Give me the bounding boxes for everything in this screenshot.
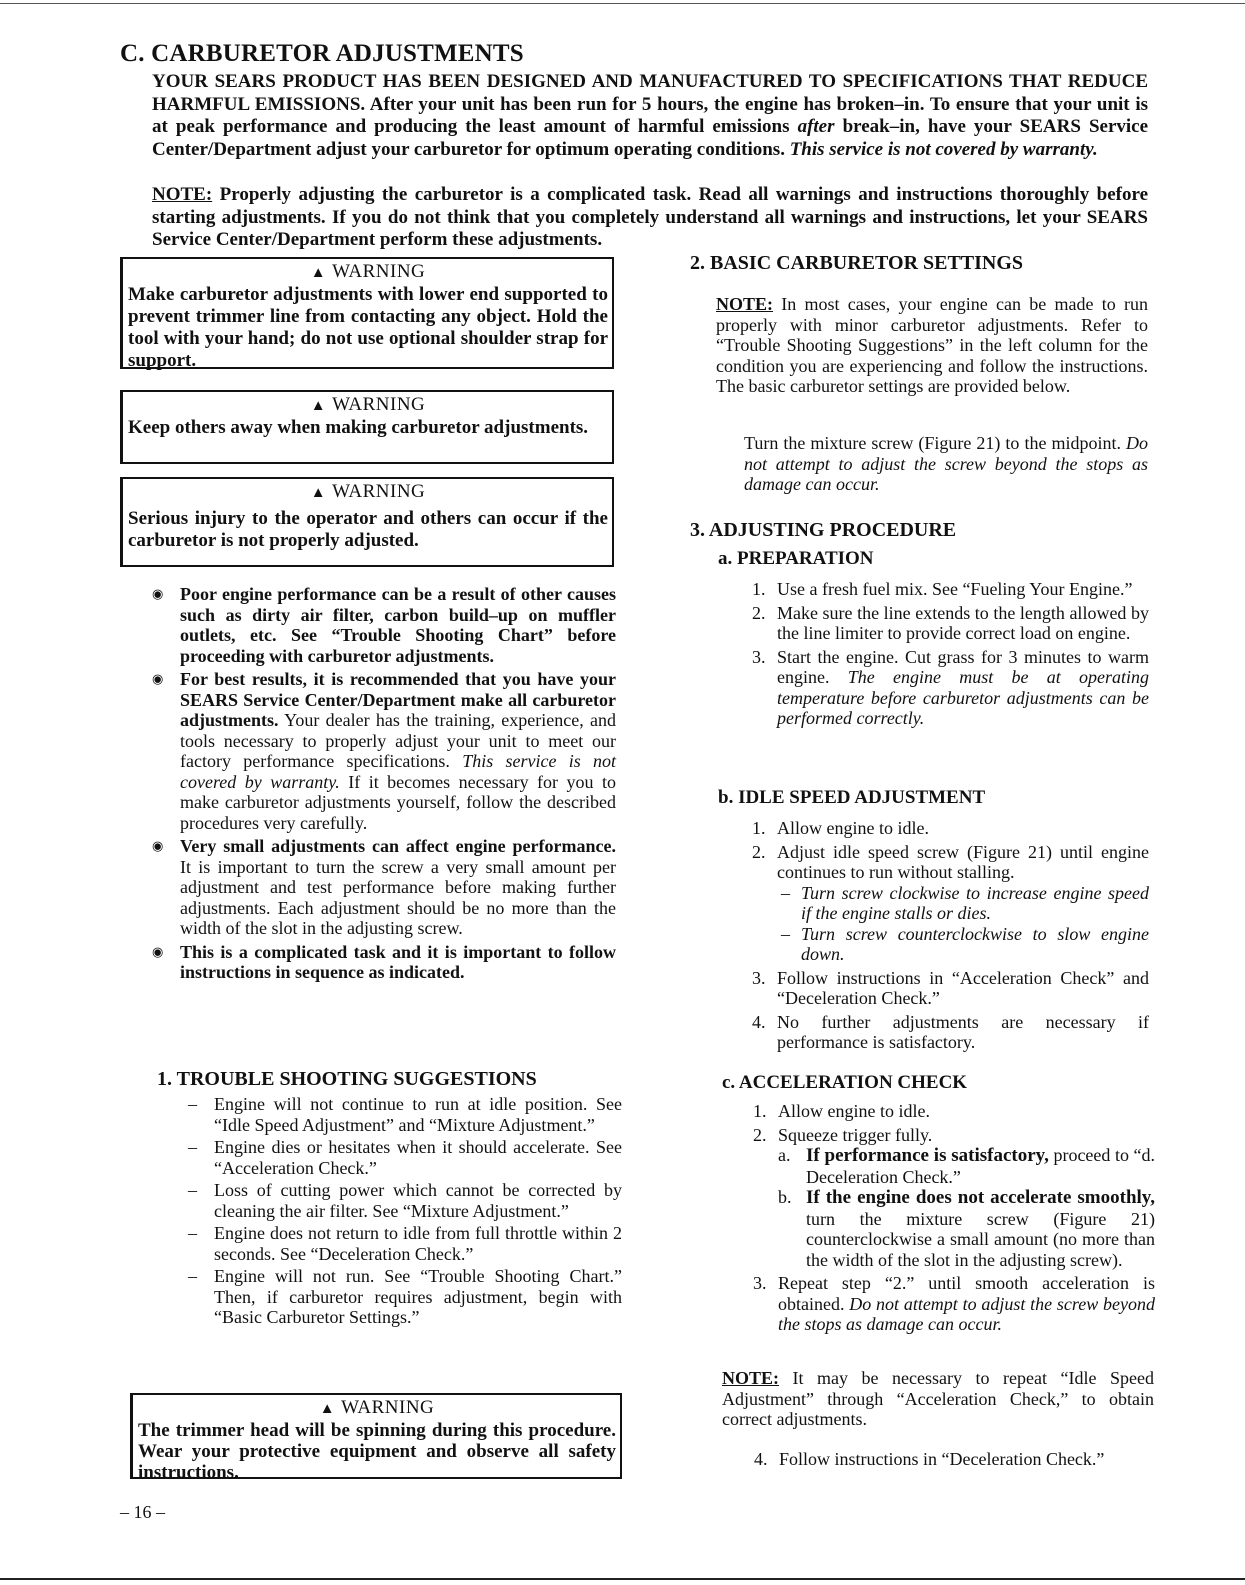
acceleration-step-4 <box>746 1449 1156 1473</box>
warning-text: Make carburetor adjustments with lower end supported to prevent trimmer line from contacting any object. Hold the tool with your hand; do not use optional shoulder strap for support. <box>128 284 608 371</box>
bottom-rule <box>0 1578 1245 1580</box>
bullet-item <box>152 669 616 833</box>
intro-text-cont: break–in, have your SEARS Service Center/Department adjust your carburetor for optimum operating conditions. <box>152 116 1149 160</box>
warning-title: WARNING <box>332 394 426 415</box>
note-label: NOTE: <box>722 1368 780 1388</box>
preparation-list <box>744 579 1149 732</box>
warning-box-3 <box>120 477 614 567</box>
bullet-italic: This service is not covered by warranty. <box>180 751 617 792</box>
acceleration-list <box>745 1101 1155 1338</box>
acceleration-check-title: c. ACCELERATION CHECK <box>722 1072 968 1093</box>
bullet-bold: For best results, it is recommended that you have your SEARS Service Center/Department make all carburetor adjustments. <box>180 669 616 730</box>
note-label: NOTE: <box>152 184 213 205</box>
warning-box-1 <box>120 257 614 369</box>
list-item: 1. Allow engine to idle. <box>753 1101 930 1121</box>
turn-caution: Do not attempt to adjust the screw beyond the stops as damage can occur. <box>744 433 1148 494</box>
bullet-text-end: If it becomes necessary for you to make carburetor adjustments yourself, follow the described procedures very carefully. <box>180 771 617 833</box>
list-item: – Engine does not return to idle from full throttle within 2 seconds. See “Deceleration Check.” <box>188 1223 622 1264</box>
section-title: C. CARBURETOR ADJUSTMENTS <box>120 40 524 67</box>
warning-title: WARNING <box>341 1397 435 1418</box>
intro-after: after <box>797 116 835 137</box>
warning-title: WARNING <box>332 261 426 282</box>
bullet-bold: Very small adjustments can affect engine performance. <box>180 836 616 856</box>
bullet-icon: ◉ <box>152 586 164 601</box>
intro-note <box>152 184 1148 252</box>
list-item: 3. Repeat step “2.” until smooth acceleration is obtained. Do not attempt to adjust the screw beyond the stops as damage can occur. <box>753 1273 1156 1334</box>
bullet-item <box>152 584 616 666</box>
bullet-icon: ◉ <box>152 943 164 959</box>
intro-text: YOUR SEARS PRODUCT HAS BEEN DESIGNED AND MANUFACTURED TO SPECIFICATIONS THAT REDUCE HARMFUL EMISSIONS. After your unit has been run for 5 hours, the engine has broken–in. To ensure that your unit is at peak performance and producing the least amount of harmful emissions <box>152 71 1148 137</box>
sub-item: a. If performance is satisfactory, proceed to “d. Deceleration Check.” <box>778 1145 1156 1187</box>
warning-triangle-icon: ▲ <box>310 398 327 414</box>
basic-settings-title: 2. BASIC CARBURETOR SETTINGS <box>690 252 1024 274</box>
bullet-list <box>152 584 616 986</box>
list-item: 2. Squeeze trigger fully. a. If performance is satisfactory, proceed to “d. Deceleration Check.” b. If the engine does not accelerate smoothly, turn the mixture screw (Figure 21) counterclockwise a small amount (no more than the width of the slot in the adjusting screw). <box>753 1124 1156 1270</box>
list-item: 2. Make sure the line extends to the length allowed by the line limiter to provide correct load on engine. <box>752 602 1149 643</box>
idle-speed-title: b. IDLE SPEED ADJUSTMENT <box>718 787 986 808</box>
list-item: 3. Follow instructions in “Acceleration Check” and “Deceleration Check.” <box>752 967 1149 1008</box>
warning-box-4 <box>130 1393 622 1483</box>
list-item: 1. Allow engine to idle. <box>752 818 929 838</box>
bullet-item <box>152 942 616 983</box>
warning-text: Keep others away when making carburetor adjustments. <box>128 417 589 438</box>
intro-paragraph <box>152 71 1148 161</box>
warning-triangle-icon: ▲ <box>319 1401 336 1417</box>
bullet-text: Poor engine performance can be a result of other causes such as dirty air filter, carbon build–up on muffler outlets, etc. See “Trouble Shooting Chart” before proceeding with carburetor adjustments. <box>180 584 616 666</box>
intro-warranty: This service is not covered by warranty. <box>789 138 1098 160</box>
top-rule <box>0 3 1245 4</box>
list-item: 4. No further adjustments are necessary if performance is satisfactory. <box>752 1011 1149 1052</box>
list-item: 4. Follow instructions in “Deceleration Check.” <box>754 1449 1105 1469</box>
sub-item: – Turn screw clockwise to increase engine speed if the engine stalls or dies. <box>781 882 1149 923</box>
bullet-icon: ◉ <box>152 838 164 853</box>
sub-item: b. If the engine does not accelerate smoothly, turn the mixture screw (Figure 21) counterclockwise a small amount (no more than the width of the slot in the adjusting screw). <box>778 1187 1155 1270</box>
adjusting-procedure-title: 3. ADJUSTING PROCEDURE <box>690 519 957 541</box>
warning-text: Serious injury to the operator and others can occur if the carburetor is not properly adjusted. <box>128 508 608 551</box>
list-item: – Engine will not continue to run at idle position. See “Idle Speed Adjustment” and “Mixture Adjustment.” <box>188 1094 622 1135</box>
warning-title: WARNING <box>332 481 426 502</box>
basic-note <box>716 294 1148 397</box>
note-label: NOTE: <box>716 294 774 314</box>
turn-text: Turn the mixture screw (Figure 21) to the midpoint. <box>744 433 1121 453</box>
bullet-icon: ◉ <box>152 671 164 686</box>
trouble-shooting-title: 1. TROUBLE SHOOTING SUGGESTIONS <box>157 1068 537 1090</box>
warning-text: The trimmer head will be spinning during this procedure. Wear your protective equipment and observe all safety instructions. <box>138 1420 616 1483</box>
bullet-text: It is important to turn the screw a very small amount per adjustment and test performance before making further adjustments. Each adjustment should be no more than the width of the slot in the adjusting screw. <box>180 856 616 938</box>
note-text: Properly adjusting the carburetor is a complicated task. Read all warnings and instructions thoroughly before starting adjustments. If you do not think that you completely understand all warnings and instructions, let your SEARS Service Center/Department perform these adjustments. <box>152 184 1148 250</box>
list-item: 1. Use a fresh fuel mix. See “Fueling Your Engine.” <box>752 579 1133 599</box>
bullet-text: Your dealer has the training, experience, and tools necessary to properly adjust your unit to meet our factory performance specifications. <box>180 710 616 771</box>
trouble-shooting-list <box>178 1094 622 1330</box>
acceleration-note <box>722 1368 1154 1430</box>
bullet-item <box>152 836 616 939</box>
note-text: It may be necessary to repeat “Idle Speed Adjustment” through “Acceleration Check,” to obtain correct adjustments. <box>722 1368 1154 1429</box>
warning-triangle-icon: ▲ <box>310 265 327 281</box>
note-text: In most cases, your engine can be made to run properly with minor carburetor adjustments. Refer to “Trouble Shooting Suggestions” in the left column for the condition you are experiencing and follow the instructions. The basic carburetor settings are provided below. <box>716 294 1148 396</box>
warning-box-2 <box>120 390 614 464</box>
bullet-text: This is a complicated task and it is important to follow instructions in sequence as indicated. <box>180 941 616 982</box>
warning-triangle-icon: ▲ <box>310 485 327 501</box>
list-item: 3. Start the engine. Cut grass for 3 minutes to warm engine. The engine must be at operating temperature before carburetor adjustments can be performed correctly. <box>752 646 1149 728</box>
list-item: – Loss of cutting power which cannot be corrected by cleaning the air filter. See “Mixture Adjustment.” <box>188 1180 622 1221</box>
preparation-title: a. PREPARATION <box>718 548 874 569</box>
page-number: – 16 – <box>120 1502 165 1522</box>
idle-speed-list <box>744 818 1149 1056</box>
basic-turn-instruction <box>744 433 1148 495</box>
sub-item: – Turn screw counterclockwise to slow engine down. <box>781 923 1149 964</box>
list-item: – Engine dies or hesitates when it should accelerate. See “Acceleration Check.” <box>188 1137 622 1178</box>
list-item: 2. Adjust idle speed screw (Figure 21) until engine continues to run without stalling. – Turn screw clockwise to increase engine speed if the engine stalls or dies. – Turn screw counterclockwise to slow engine down. <box>752 841 1149 964</box>
list-item: – Engine will not run. See “Trouble Shooting Chart.” Then, if carburetor requires adjustment, begin with “Basic Carburetor Settings.” <box>188 1266 622 1327</box>
